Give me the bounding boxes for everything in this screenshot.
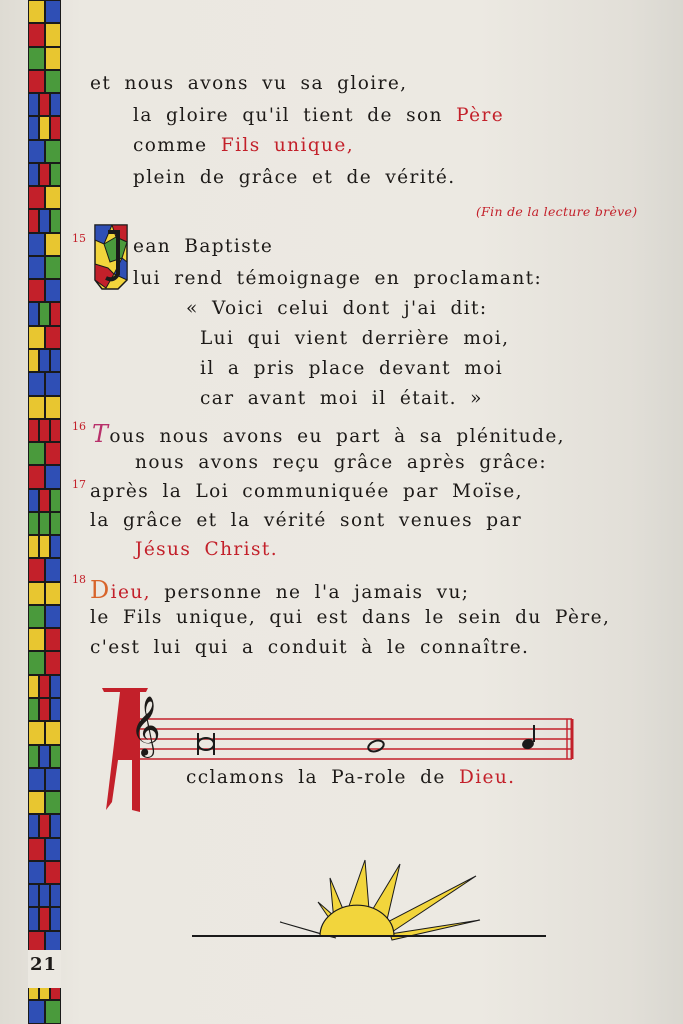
glass-pane [28,116,39,139]
glass-pane [28,0,45,23]
glass-pane [45,628,62,651]
glass-pane [50,512,61,535]
text-line: plein de grâce et de vérité. [133,167,456,188]
glass-pane [45,256,62,279]
glass-pane [39,93,50,116]
glass-pane [28,47,45,70]
glass-pane [45,372,62,395]
glass-pane [28,861,45,884]
glass-pane [50,349,61,372]
glass-pane [28,675,39,698]
text-fragment: comme [133,135,208,156]
verse-number: 16 [72,420,86,433]
glass-pane [28,698,39,721]
glass-pane [28,209,39,232]
glass-row [28,70,61,93]
glass-row [28,396,61,419]
glass-row [28,721,61,744]
glass-row [28,768,61,791]
glass-row [28,907,61,930]
glass-pane [45,279,62,302]
treble-clef-icon: 𝄞 [130,696,161,756]
glass-row [28,163,61,186]
breve-note [198,733,214,755]
text-line [133,135,354,156]
text-line: car avant moi il était. » [200,388,483,409]
glass-pane [28,302,39,325]
stained-glass-border [28,0,61,1024]
glass-pane [45,70,62,93]
glass-row [28,93,61,116]
text-line: lui rend témoignage en proclamant: [133,268,543,289]
glass-row [28,349,61,372]
text-line: il a pris place devant moi [200,358,504,379]
glass-pane [28,907,39,930]
glass-pane [45,326,62,349]
glass-pane [28,745,39,768]
glass-pane [50,675,61,698]
glass-pane [39,884,50,907]
glass-pane [39,745,50,768]
glass-row [28,512,61,535]
glass-row [28,419,61,442]
glass-pane [28,651,45,674]
text-line: la grâce et la vérité sont venues par [90,510,523,531]
glass-row [28,233,61,256]
glass-pane [39,814,50,837]
glass-pane [39,116,50,139]
glass-pane [39,419,50,442]
text-line: après la Loi communiquée par Moïse, [90,481,523,502]
glass-row [28,116,61,139]
glass-pane [28,419,39,442]
glass-pane [50,884,61,907]
glass-pane [45,186,62,209]
glass-pane [45,558,62,581]
glass-row [28,279,61,302]
glass-pane [28,279,45,302]
glass-row [28,47,61,70]
text-line [133,105,504,126]
glass-row [28,698,61,721]
text-line [90,576,469,604]
glass-pane [39,535,50,558]
glass-pane [28,372,45,395]
glass-pane [39,349,50,372]
glass-pane [28,396,45,419]
rubric-word-pere: Père [456,105,505,126]
glass-pane [50,93,61,116]
glass-row [28,209,61,232]
drop-cap-j [92,222,130,292]
glass-pane [45,605,62,628]
verse-number: 18 [72,573,86,586]
glass-pane [28,605,45,628]
glass-pane [28,512,39,535]
text-line: et nous avons vu sa gloire, [90,73,408,94]
glass-pane [39,489,50,512]
glass-pane [28,768,45,791]
glass-row [28,861,61,884]
glass-pane [45,233,62,256]
glass-pane [28,489,39,512]
glass-pane [50,163,61,186]
text-line: Lui qui vient derrière moi, [200,328,510,349]
glass-pane [45,768,62,791]
glass-pane [28,838,45,861]
glass-row [28,489,61,512]
glass-row [28,372,61,395]
verse-number: 17 [72,478,86,491]
text-line: le Fils unique, qui est dans le sein du Père, [90,607,611,628]
glass-pane [28,23,45,46]
glass-pane [50,698,61,721]
glass-pane [28,233,45,256]
acclamation-line [186,767,515,788]
glass-pane [28,349,39,372]
glass-pane [28,884,39,907]
glass-pane [45,396,62,419]
glass-pane [28,558,45,581]
text-line: nous avons reçu grâce après grâce: [135,452,547,473]
glass-row [28,256,61,279]
rubric-note: (Fin de la lecture brève) [476,204,638,219]
glass-row [28,23,61,46]
glass-pane [50,814,61,837]
glass-row [28,745,61,768]
glass-pane [28,326,45,349]
text-fragment: la gloire qu'il tient de son [133,105,443,126]
glass-pane [39,675,50,698]
glass-pane [28,93,39,116]
glass-pane [28,582,45,605]
glass-row [28,628,61,651]
glass-pane [39,698,50,721]
glass-pane [45,140,62,163]
glass-pane [45,23,62,46]
drop-cap-d: D [90,576,111,604]
glass-pane [39,512,50,535]
glass-pane [45,465,62,488]
glass-pane [50,302,61,325]
glass-pane [45,442,62,465]
glass-pane [28,256,45,279]
page-number: 21 [30,954,58,975]
text-fragment: ous nous avons eu part à sa plénitude, [109,426,565,447]
glass-row [28,582,61,605]
glass-row [28,186,61,209]
glass-pane [50,209,61,232]
glass-pane [50,116,61,139]
glass-row [28,465,61,488]
glass-row [28,814,61,837]
glass-pane [28,465,45,488]
glass-pane [45,582,62,605]
glass-row [28,651,61,674]
glass-row [28,326,61,349]
glass-row [28,884,61,907]
glass-row [28,675,61,698]
glass-pane [28,163,39,186]
music-notes [190,725,550,765]
glass-row [28,535,61,558]
glass-pane [50,535,61,558]
glass-row [28,838,61,861]
glass-pane [50,419,61,442]
sun-icon [190,852,550,944]
glass-pane [28,1000,45,1023]
text-line: ean Baptiste [133,236,274,257]
glass-pane [28,535,39,558]
glass-pane [45,791,62,814]
glass-row [28,605,61,628]
text-fragment: personne ne l'a jamais vu; [164,582,470,603]
glass-pane [28,814,39,837]
glass-pane [28,70,45,93]
glass-row [28,140,61,163]
glass-pane [45,651,62,674]
rubric-dieu-acclamation: Dieu. [458,767,516,788]
glass-pane [28,186,45,209]
glass-pane [28,442,45,465]
text-line [92,420,565,448]
text-line: c'est lui qui a conduit à le connaître. [90,637,530,658]
glass-row [28,0,61,23]
glass-pane [28,140,45,163]
glass-pane [45,47,62,70]
glass-pane [39,302,50,325]
glass-pane [50,489,61,512]
rubric-dieu: ieu, [110,582,151,603]
glass-pane [28,721,45,744]
glass-pane [45,838,62,861]
glass-row [28,1000,61,1023]
glass-pane [45,0,62,23]
drop-cap-t: T [92,420,110,448]
glass-row [28,558,61,581]
glass-pane [28,791,45,814]
glass-pane [45,721,62,744]
glass-row [28,442,61,465]
glass-pane [39,209,50,232]
rubric-fils-unique: Fils unique, [220,135,355,156]
text-line: « Voici celui dont j'ai dit: [186,298,488,319]
acclamation-text: cclamons la Pa-role de [186,767,446,788]
verse-number: 15 [72,232,86,245]
glass-pane [45,861,62,884]
glass-row [28,302,61,325]
glass-row [28,791,61,814]
glass-pane [50,745,61,768]
glass-pane [45,1000,62,1023]
glass-pane [28,628,45,651]
rubric-jesus-christ: Jésus Christ. [135,539,278,560]
glass-pane [39,907,50,930]
glass-pane [39,163,50,186]
glass-pane [50,907,61,930]
